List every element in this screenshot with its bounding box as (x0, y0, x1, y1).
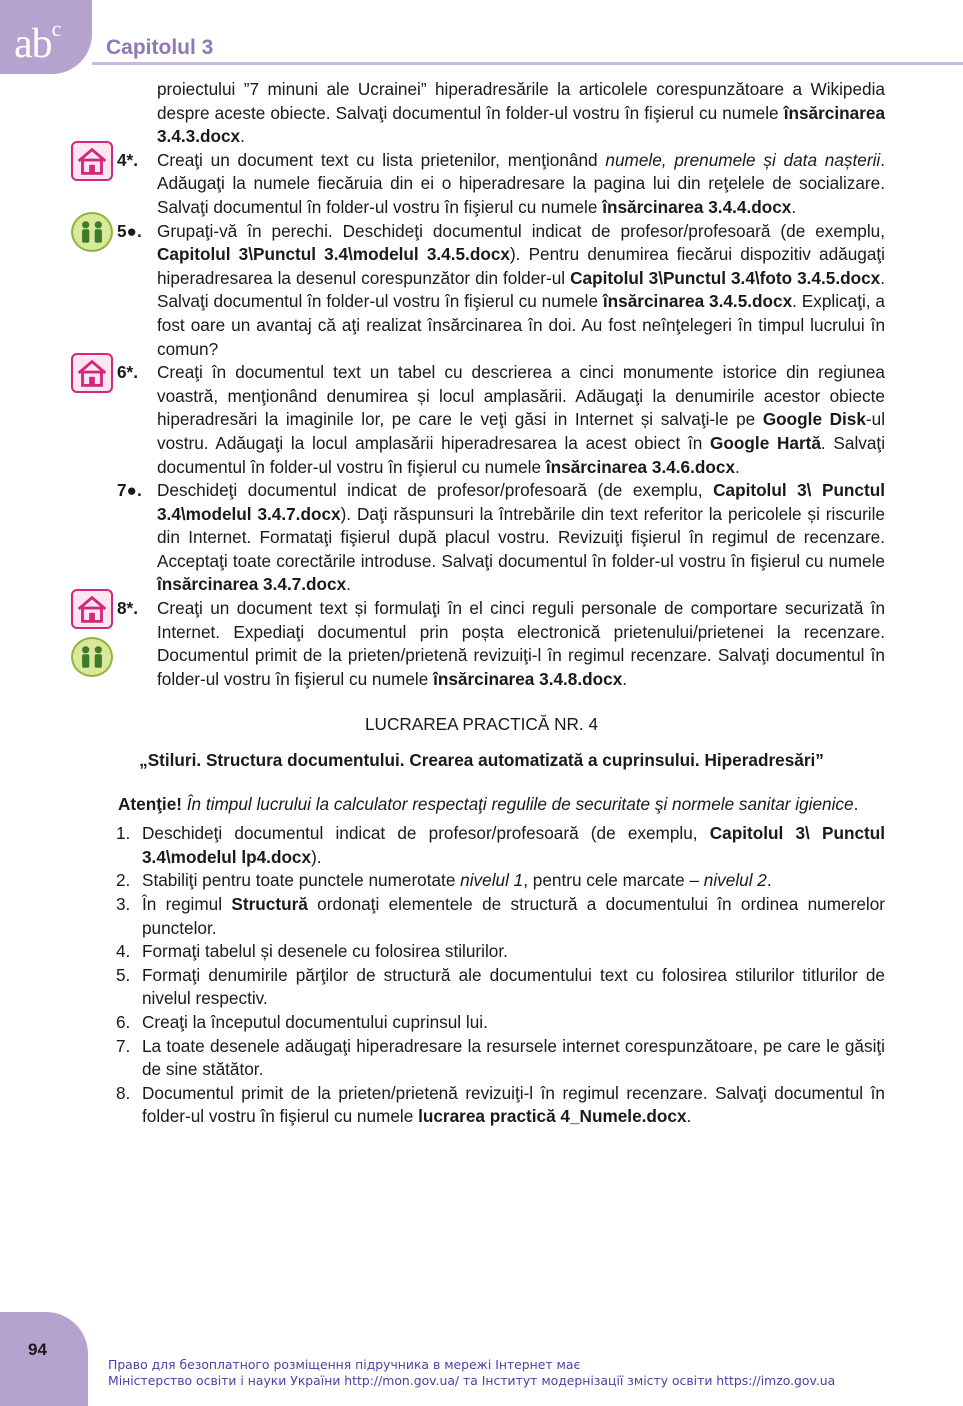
text-run: ). (311, 846, 322, 867)
step-number: 2. (116, 870, 131, 891)
bold-text: Capitolul 3\Punctul 3.4\modelul 3.4.5.docx (157, 244, 510, 265)
text-run: Documentul primit de la prieten/prietenă revizuiţi-l în regimul recenzare. Salvaţi documentul în folder-ul vostru în fişierul cu numele (142, 1082, 885, 1127)
text-run: Stabiliţi pentru toate punctele numerotate (142, 870, 461, 891)
text-run: . Explicaţi, a fost oare un avantaj că aţi realizat însărcinarea în doi. Au fost neînţelegeri în timpul lucrului în comun? (157, 291, 885, 359)
text-run: Grupaţi-vă în perechi. Deschideţi documentul indicat de profesor/profesoară (de exemplu, (157, 220, 885, 241)
bold-text: Capitolul 3\ Punctul 3.4\modelul 3.4.7.docx (157, 480, 885, 524)
italic-text: nivelul 1 (460, 870, 524, 891)
practica-step (116, 1082, 885, 1129)
abc-logo (14, 14, 60, 65)
warning-end: . (853, 793, 859, 814)
text-run: . Salvaţi documentul în folder-ul vostru în fişierul cu numele (157, 432, 886, 477)
text-run: Creaţi la începutul documentului cuprinsul lui. (142, 1011, 488, 1032)
text-run: . (686, 1106, 692, 1127)
page-content (0, 78, 963, 1129)
header-divider (92, 62, 963, 65)
text-run: Deschideţi documentul indicat de profesor/profesoară (de exemplu, (142, 823, 710, 844)
task-list (0, 78, 963, 691)
task-text (157, 597, 885, 691)
task-item (117, 78, 885, 149)
text-run: . (622, 668, 628, 689)
practica-heading: LUCRAREA PRACTICĂ NR. 4 (364, 714, 599, 735)
text-run: Formaţi denumirile părţilor de structură ale documentului text cu folosirea stilurilor titlurilor de nivelul respectiv. (142, 964, 885, 1009)
homework-house-icon (71, 141, 113, 181)
text-run: -ul vostru. Adăugaţi la locul amplasării hiperadresarea la acest obiect în (157, 409, 886, 453)
bold-text: Google Hartă (710, 432, 821, 453)
practica-step (116, 893, 885, 940)
practica-step (116, 869, 885, 893)
text-run: . (240, 126, 245, 147)
warning-paragraph (92, 793, 885, 817)
italic-text: numele, prenumele și data nașterii (605, 149, 881, 170)
italic-text: nivelul 2 (703, 870, 767, 891)
practica-step (116, 964, 885, 1011)
bold-text: însărcinarea 3.4.6.docx (545, 456, 735, 477)
task-number: 5●. (117, 220, 142, 241)
homework-house-icon (71, 589, 113, 629)
text-run: . (766, 870, 772, 891)
bold-text: însărcinarea 3.4.4.docx (602, 196, 792, 217)
text-run: . (791, 196, 797, 217)
text-run: . (735, 456, 740, 477)
text-run: La toate desenele adăugaţi hiperadresare la resursele internet corespunzătoare, pe care le găsiţi de sine stătător. (142, 1035, 885, 1080)
footer-line-2: Міністерство освіти і науки України http://mon.gov.ua/ та Інститут модернізації змісту освіти https://imzo.gov.ua (108, 1373, 836, 1388)
logo-base: ab (14, 21, 52, 67)
text-run: ). Daţi răspunsuri la întrebările din text referitor la pericolele și riscurile din Internet. Formataţi fişierul după placul vostru. Revizuiţi fişierul în regimul de recenzare. Acceptaţi toate corectările introduse. Salvaţi documentul în folder-ul vostru în fişierul cu numele (157, 503, 885, 571)
bold-text: Google Disk (762, 409, 866, 430)
bold-text: lucrarea practică 4_Numele.docx (418, 1106, 687, 1127)
task-number: 4*. (117, 149, 139, 170)
text-run: proiectului ”7 minuni ale Ucrainei” hiperadresările la articolele corespunzătoare a Wikipedia despre aceste obiecte. Salvaţi documentul în folder-ul vostru în fişierul cu numele (157, 79, 885, 123)
text-run: În regimul (142, 894, 232, 914)
practica-step (116, 1011, 885, 1035)
task-item (117, 361, 885, 479)
task-number: 6*. (117, 362, 139, 383)
practica-title: „Stiluri. Structura documentului. Crearea automatizată a cuprinsului. Hiperadresări” (139, 750, 824, 771)
text-run: Creaţi în documentul text un tabel cu descrierea a cinci monumente istorice din regiunea voastră, menţionând denumirea și locul amplasării. Adăugaţi la denumirile acestor obiecte hiperadresări la imaginile lor, pe care le veţi găsi in Internet și salvaţi-le pe (157, 362, 885, 430)
step-number: 8. (116, 1082, 131, 1103)
practica-step (116, 940, 885, 964)
task-item (117, 479, 885, 597)
text-run: . (346, 574, 351, 595)
task-number: 8*. (117, 598, 139, 619)
warning-text: În timpul lucrului la calculator respectaţi regulile de securitate şi normele sanitar igienice (181, 793, 854, 814)
text-run: ). Pentru denumirea fiecărui dispozitiv adăugaţi hiperadresarea la desenul corespunzător din folder-ul (157, 244, 885, 288)
practica-step (116, 1035, 885, 1082)
task-text (157, 361, 885, 479)
task-text (157, 479, 885, 597)
logo-sup: c (51, 16, 61, 41)
task-item (117, 149, 885, 220)
text-run: Formaţi tabelul și desenele cu folosirea stilurilor. (142, 941, 508, 962)
task-text (157, 220, 885, 362)
text-run: Creaţi un document text și formulaţi în el cinci reguli personale de comportare securizată în Internet. Expediaţi documentul prin poșta electronică prietenului/prietenei la recenzare. Documentul primit de la prieten/prietenă revizuiţi-l în regimul recenzare. Salvaţi documentul în folder-ul vostru în fişierul cu numele (157, 598, 885, 689)
footer-copyright (108, 1357, 835, 1389)
bold-text: însărcinarea 3.4.3.docx (157, 102, 885, 147)
step-number: 7. (116, 1035, 131, 1056)
bold-text: însărcinarea 3.4.5.docx (602, 291, 793, 312)
chapter-title: Capitolul 3 (106, 36, 214, 59)
task-item (117, 597, 885, 691)
step-number: 4. (116, 941, 131, 962)
group-work-people-icon (71, 637, 113, 677)
bold-text: însărcinarea 3.4.8.docx (433, 668, 623, 689)
task-text (157, 149, 885, 220)
bold-text: Capitolul 3\ Punctul 3.4\modelul lp4.docx (142, 823, 885, 867)
step-number: 6. (116, 1011, 131, 1032)
practica-steps (116, 822, 885, 1129)
task-number: 7●. (117, 480, 142, 501)
step-number: 3. (116, 894, 131, 914)
text-run: , pentru cele marcate – (523, 870, 704, 891)
step-number: 1. (116, 823, 131, 844)
homework-house-icon (71, 353, 113, 393)
task-text (157, 78, 885, 149)
text-run: Creaţi un document text cu lista prietenilor, menţionând (157, 149, 606, 170)
bold-text: Capitolul 3\Punctul 3.4\foto 3.4.5.docx (570, 267, 881, 288)
footer-line-1: Право для безоплатного розміщення підручника в мережі Інтернет має (108, 1357, 581, 1372)
page-number: 94 (28, 1340, 47, 1359)
bold-text: însărcinarea 3.4.7.docx (157, 574, 347, 595)
practica-step (116, 822, 885, 869)
step-number: 5. (116, 964, 131, 985)
warning-label: Atenţie! (118, 793, 182, 814)
text-run: ordonaţi elementele de structură a documentului în ordinea numerelor punctelor. (142, 894, 885, 938)
text-run: Deschideţi documentul indicat de profesor/profesoară (de exemplu, (157, 480, 714, 501)
text-run: . Salvaţi documentul în folder-ul vostru în fişierul cu numele (157, 267, 885, 312)
text-run: . Adăugaţi la numele fiecăruia din ei o hiperadresare la pagina lui din reţelele de socializare. Salvaţi documentul în folder-ul vostru în fişierul cu numele (157, 149, 885, 217)
group-work-people-icon (71, 212, 113, 252)
task-item (117, 220, 885, 362)
bold-text: Structură (231, 894, 308, 914)
